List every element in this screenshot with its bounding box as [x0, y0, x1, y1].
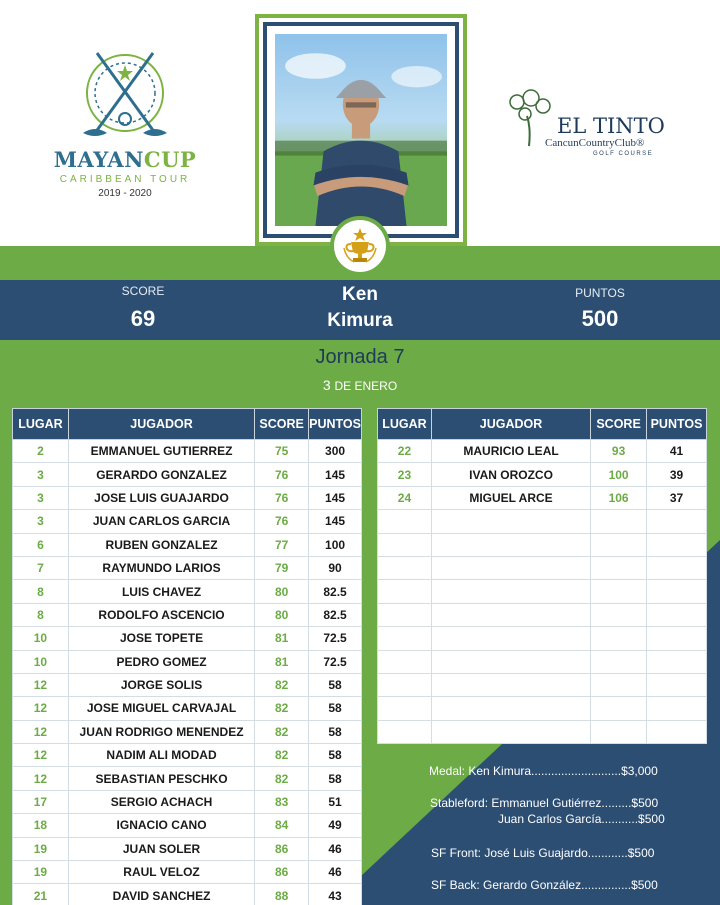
cell-score: 82 — [255, 720, 309, 743]
jornada-title: Jornada 7 — [315, 346, 405, 368]
table-row — [378, 510, 707, 533]
cell-lugar: 3 — [13, 486, 69, 509]
cell-lugar: 17 — [13, 790, 69, 813]
table-row — [13, 744, 362, 767]
table-row — [378, 463, 707, 486]
cell-lugar — [378, 603, 432, 626]
table-row — [378, 627, 707, 650]
cell-jugador: JORGE SOLIS — [68, 673, 254, 696]
table-row — [13, 837, 362, 860]
cell-lugar: 3 — [13, 510, 69, 533]
cell-jugador: EMMANUEL GUTIERREZ — [68, 440, 254, 463]
cell-jugador: MIGUEL ARCE — [431, 486, 590, 509]
col-header-score: SCORE — [255, 409, 309, 440]
cell-lugar: 12 — [13, 697, 69, 720]
golfer-photo-illustration — [275, 34, 447, 226]
winner-band — [0, 280, 720, 340]
score-label: SCORE — [121, 284, 165, 298]
table-row — [378, 486, 707, 509]
table-row — [13, 556, 362, 579]
cell-score: 76 — [255, 486, 309, 509]
cell-jugador: JUAN CARLOS GARCIA — [68, 510, 254, 533]
mayan-cup-title: MAYANCUP — [53, 147, 197, 172]
table-row — [13, 486, 362, 509]
cell-score — [591, 650, 647, 673]
cell-lugar: 19 — [13, 837, 69, 860]
table-row — [13, 580, 362, 603]
table-row — [13, 720, 362, 743]
table-row — [378, 697, 707, 720]
cell-score — [591, 556, 647, 579]
cell-puntos: 39 — [647, 463, 707, 486]
cell-puntos: 51 — [309, 790, 362, 813]
cell-puntos — [647, 533, 707, 556]
cell-score: 80 — [255, 603, 309, 626]
cell-jugador — [431, 556, 590, 579]
trophy-badge — [330, 216, 390, 276]
col-header-puntos: PUNTOS — [647, 409, 707, 440]
cell-lugar: 8 — [13, 603, 69, 626]
cell-lugar — [378, 580, 432, 603]
cell-puntos — [647, 556, 707, 579]
cell-lugar — [378, 510, 432, 533]
ranking-table-right — [377, 408, 707, 744]
cell-score — [591, 580, 647, 603]
cell-lugar: 2 — [13, 440, 69, 463]
cell-jugador: RODOLFO ASCENCIO — [68, 603, 254, 626]
cell-score — [591, 510, 647, 533]
table-row — [13, 603, 362, 626]
cell-jugador: LUIS CHAVEZ — [68, 580, 254, 603]
cell-puntos: 49 — [309, 814, 362, 837]
cell-jugador — [431, 603, 590, 626]
header — [0, 0, 720, 250]
col-header-puntos: PUNTOS — [309, 409, 362, 440]
cell-jugador: SERGIO ACHACH — [68, 790, 254, 813]
table-row — [378, 650, 707, 673]
cell-score: 82 — [255, 744, 309, 767]
col-header-jugador: JUGADOR — [68, 409, 254, 440]
cell-score: 84 — [255, 814, 309, 837]
cell-puntos: 72.5 — [309, 627, 362, 650]
cell-score — [591, 697, 647, 720]
cell-score — [591, 627, 647, 650]
table-row — [13, 814, 362, 837]
cell-lugar: 12 — [13, 767, 69, 790]
mayan-cup-years: 2019 - 2020 — [98, 188, 152, 199]
cell-puntos: 41 — [647, 440, 707, 463]
cell-lugar: 12 — [13, 720, 69, 743]
cell-score: 79 — [255, 556, 309, 579]
table-row — [378, 440, 707, 463]
crossed-golf-clubs-icon — [77, 45, 173, 145]
event-date: 3 DE ENERO — [322, 377, 398, 393]
cell-score: 88 — [255, 884, 309, 905]
cell-jugador — [431, 627, 590, 650]
table-row — [13, 767, 362, 790]
cell-score: 82 — [255, 697, 309, 720]
cell-jugador: RAYMUNDO LARIOS — [68, 556, 254, 579]
table-row — [13, 650, 362, 673]
table-row — [13, 533, 362, 556]
col-header-jugador: JUGADOR — [431, 409, 590, 440]
premios-title: PREMIOS: — [488, 728, 556, 743]
cell-lugar: 8 — [13, 580, 69, 603]
cell-lugar: 19 — [13, 861, 69, 884]
cell-puntos — [647, 650, 707, 673]
winner-score: 69 — [130, 306, 156, 331]
cell-jugador: SEBASTIAN PESCHKO — [68, 767, 254, 790]
cell-score: 106 — [591, 486, 647, 509]
cell-puntos: 145 — [309, 486, 362, 509]
premio-stableford-2: Juan Carlos García...........$500 — [498, 812, 665, 826]
cell-jugador — [431, 580, 590, 603]
cell-lugar: 23 — [378, 463, 432, 486]
cell-puntos: 82.5 — [309, 580, 362, 603]
cell-score: 100 — [591, 463, 647, 486]
cell-puntos — [647, 720, 707, 743]
table-row — [378, 580, 707, 603]
cell-puntos: 58 — [309, 720, 362, 743]
cell-puntos — [647, 603, 707, 626]
table-row — [13, 884, 362, 905]
cell-lugar: 12 — [13, 673, 69, 696]
cell-lugar — [378, 556, 432, 579]
mayan-cup-subtitle: CARIBBEAN TOUR — [59, 174, 191, 185]
trophy-icon — [340, 226, 380, 266]
winner-first-name: Ken — [342, 284, 378, 305]
cell-puntos: 58 — [309, 744, 362, 767]
cell-score: 93 — [591, 440, 647, 463]
cell-puntos: 145 — [309, 463, 362, 486]
mayan-cup-logo — [50, 45, 200, 199]
col-header-score: SCORE — [591, 409, 647, 440]
cell-jugador: MAURICIO LEAL — [431, 440, 590, 463]
cell-jugador: PEDRO GOMEZ — [68, 650, 254, 673]
cell-score: 76 — [255, 510, 309, 533]
table-row — [13, 861, 362, 884]
cell-score: 75 — [255, 440, 309, 463]
cell-score: 81 — [255, 627, 309, 650]
cell-jugador: JOSE LUIS GUAJARDO — [68, 486, 254, 509]
el-tinto-title: EL TINTO — [557, 114, 665, 138]
cell-lugar: 12 — [13, 744, 69, 767]
table-row — [13, 697, 362, 720]
cell-lugar: 10 — [13, 650, 69, 673]
cell-puntos: 82.5 — [309, 603, 362, 626]
cell-puntos: 46 — [309, 837, 362, 860]
cell-lugar: 7 — [13, 556, 69, 579]
cell-lugar — [378, 697, 432, 720]
cell-lugar: 10 — [13, 627, 69, 650]
cell-puntos: 43 — [309, 884, 362, 905]
cell-jugador: JUAN SOLER — [68, 837, 254, 860]
cell-lugar: 24 — [378, 486, 432, 509]
cell-puntos — [647, 580, 707, 603]
cell-puntos: 300 — [309, 440, 362, 463]
cell-score — [591, 533, 647, 556]
winner-points: 500 — [581, 306, 619, 331]
cell-puntos: 58 — [309, 673, 362, 696]
cell-lugar: 18 — [13, 814, 69, 837]
cell-jugador — [431, 697, 590, 720]
cell-score: 77 — [255, 533, 309, 556]
cell-lugar: 3 — [13, 463, 69, 486]
ranking-table-left — [12, 408, 362, 905]
cell-lugar — [378, 720, 432, 743]
cell-lugar — [378, 673, 432, 696]
cell-score — [591, 603, 647, 626]
winner-photo-frame — [255, 14, 467, 246]
table-row — [13, 790, 362, 813]
premio-medal: Medal: Ken Kimura...........................$3,000 — [429, 764, 658, 778]
cell-score: 76 — [255, 463, 309, 486]
cell-puntos: 100 — [309, 533, 362, 556]
table-row — [378, 533, 707, 556]
premio-stableford-1: Stableford: Emmanuel Gutiérrez.........$500 — [430, 796, 659, 810]
cell-jugador: JOSE TOPETE — [68, 627, 254, 650]
cell-score — [591, 720, 647, 743]
table-row — [13, 510, 362, 533]
cell-puntos: 58 — [309, 697, 362, 720]
cell-jugador — [431, 650, 590, 673]
cell-puntos: 58 — [309, 767, 362, 790]
table-row — [378, 603, 707, 626]
winner-photo — [275, 34, 447, 226]
cell-lugar: 6 — [13, 533, 69, 556]
cell-jugador — [431, 533, 590, 556]
cell-jugador: RUBEN GONZALEZ — [68, 533, 254, 556]
cell-lugar: 21 — [13, 884, 69, 905]
el-tinto-course: GOLF COURSE — [593, 151, 654, 157]
cell-puntos — [647, 697, 707, 720]
table-row — [13, 440, 362, 463]
cell-puntos: 46 — [309, 861, 362, 884]
cell-score — [591, 673, 647, 696]
cell-score: 86 — [255, 861, 309, 884]
cell-jugador — [431, 510, 590, 533]
premio-sf-front: SF Front: José Luis Guajardo............$500 — [431, 846, 655, 860]
cell-lugar — [378, 650, 432, 673]
cell-lugar — [378, 627, 432, 650]
table-row — [378, 556, 707, 579]
el-tinto-club: CancunCountryClub® — [545, 137, 645, 149]
col-header-lugar: LUGAR — [378, 409, 432, 440]
cell-jugador — [431, 673, 590, 696]
cell-jugador: IGNACIO CANO — [68, 814, 254, 837]
cell-jugador: NADIM ALI MODAD — [68, 744, 254, 767]
cell-puntos: 90 — [309, 556, 362, 579]
cell-score: 86 — [255, 837, 309, 860]
cell-score: 80 — [255, 580, 309, 603]
table-row — [13, 463, 362, 486]
cell-puntos — [647, 627, 707, 650]
cell-jugador: GERARDO GONZALEZ — [68, 463, 254, 486]
cell-puntos — [647, 673, 707, 696]
points-label: PUNTOS — [575, 286, 625, 300]
cell-jugador: RAUL VELOZ — [68, 861, 254, 884]
cell-lugar — [378, 533, 432, 556]
cell-score: 81 — [255, 650, 309, 673]
cell-jugador: JOSE MIGUEL CARVAJAL — [68, 697, 254, 720]
premio-sf-back: SF Back: Gerardo González...............$500 — [431, 878, 658, 892]
cell-puntos: 145 — [309, 510, 362, 533]
table-row — [378, 673, 707, 696]
cell-jugador: IVAN OROZCO — [431, 463, 590, 486]
col-header-lugar: LUGAR — [13, 409, 69, 440]
winner-last-name: Kimura — [327, 310, 393, 331]
cell-score: 82 — [255, 767, 309, 790]
cell-jugador: DAVID SANCHEZ — [68, 884, 254, 905]
table-row — [13, 673, 362, 696]
cell-lugar: 22 — [378, 440, 432, 463]
cell-score: 83 — [255, 790, 309, 813]
cell-jugador: JUAN RODRIGO MENENDEZ — [68, 720, 254, 743]
cell-score: 82 — [255, 673, 309, 696]
cell-puntos — [647, 510, 707, 533]
table-row — [13, 627, 362, 650]
cell-puntos: 72.5 — [309, 650, 362, 673]
cell-puntos: 37 — [647, 486, 707, 509]
